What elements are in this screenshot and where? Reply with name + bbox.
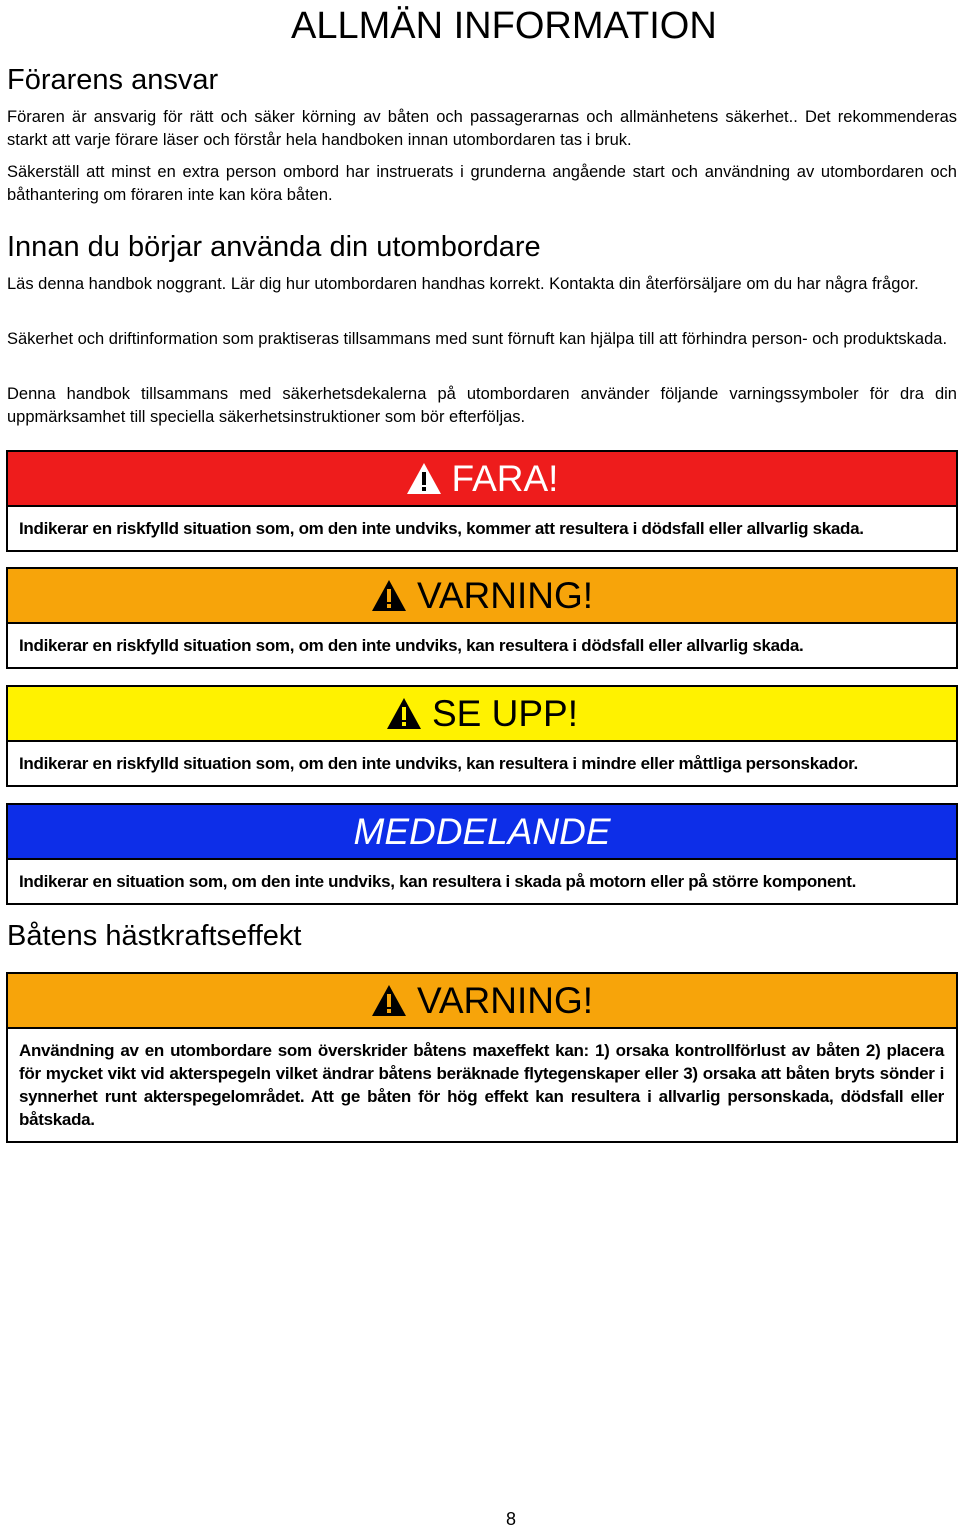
- notice-title: MEDDELANDE: [353, 810, 611, 852]
- caution-notice-title: SE UPP!: [432, 692, 578, 734]
- horsepower-warning-title: VARNING!: [416, 979, 594, 1021]
- caution-notice-box: [6, 685, 958, 787]
- warning-notice-title: VARNING!: [416, 574, 594, 616]
- notice-text: Indikerar en situation som, om den inte undviks, kan resultera i skada på motorn eller på större komponent.: [8, 860, 956, 903]
- notice-box: [6, 803, 958, 905]
- section-heading-before-use: Innan du börjar använda din utombordare: [7, 231, 541, 263]
- paragraph-before-2: Säkerhet och driftinformation som praktiseras tillsammans med sunt förnuft kan hjälpa till att förhindra person- och produktskada.: [7, 330, 948, 348]
- section-heading-horsepower: Båtens hästkraftseffekt: [7, 920, 302, 952]
- danger-notice-header: [8, 452, 956, 507]
- warning-notice-text: Indikerar en riskfylld situation som, om den inte undviks, kan resultera i dödsfall eller allvarlig skada.: [8, 624, 956, 667]
- section-heading-operator-responsibility: Förarens ansvar: [7, 64, 219, 96]
- page-number: 8: [505, 1509, 516, 1529]
- paragraph-before-1: Läs denna handbok noggrant. Lär dig hur utombordaren handhas korrekt. Kontakta din återförsäljare om du har några frågor.: [7, 275, 919, 293]
- danger-notice-text: Indikerar en riskfylld situation som, om den inte undviks, kommer att resultera i dödsfall eller allvarlig skada.: [8, 507, 956, 550]
- paragraph-operator-1: Föraren är ansvarig för rätt och säker körning av båten och passagerarnas och allmänhetens säkerhet.. Det rekommenderas starkt att varje förare läser och förstår hela handboken innan utombordaren tas i bruk.: [7, 108, 957, 149]
- caution-notice-header: [8, 687, 956, 742]
- horsepower-warning-box: [6, 972, 958, 1143]
- horsepower-warning-header: [8, 974, 956, 1029]
- warning-notice-header: [8, 569, 956, 624]
- caution-notice-text: Indikerar en riskfylld situation som, om den inte undviks, kan resultera i mindre eller måttliga personskador.: [8, 742, 956, 785]
- warning-triangle-icon: [386, 697, 422, 730]
- warning-notice-box: [6, 567, 958, 669]
- paragraph-operator-2: Säkerställ att minst en extra person ombord har instruerats i grunderna angående start och användning av utombordaren och båthantering om föraren inte kan köra båten.: [7, 163, 957, 204]
- page-title: ALLMÄN INFORMATION: [291, 5, 717, 47]
- horsepower-warning-text: Användning av en utombordare som överskrider båtens maxeffekt kan: 1) orsaka kontrollförlust av båten 2) placera för mycket vikt vid akterspegeln vilket ändrar båtens beräknade flytegenskaper eller 3) orsaka att båten bryts sönder i synnerhet runt akterspegelområdet. Att ge båten för hög effekt kan resultera i allvarlig personskada, dödsfall eller båtskada.: [8, 1029, 956, 1141]
- notice-header: [8, 805, 956, 860]
- warning-triangle-icon: [371, 579, 407, 612]
- paragraph-before-3: Denna handbok tillsammans med säkerhetsdekalerna på utombordaren använder följande varningssymboler för dra din uppmärksamhet till speciella säkerhetsinstruktioner som bör efterföljas.: [7, 385, 957, 426]
- warning-triangle-icon: [371, 984, 407, 1017]
- warning-triangle-icon: [406, 462, 442, 495]
- danger-notice-title: FARA!: [451, 457, 559, 499]
- danger-notice-box: [6, 450, 958, 552]
